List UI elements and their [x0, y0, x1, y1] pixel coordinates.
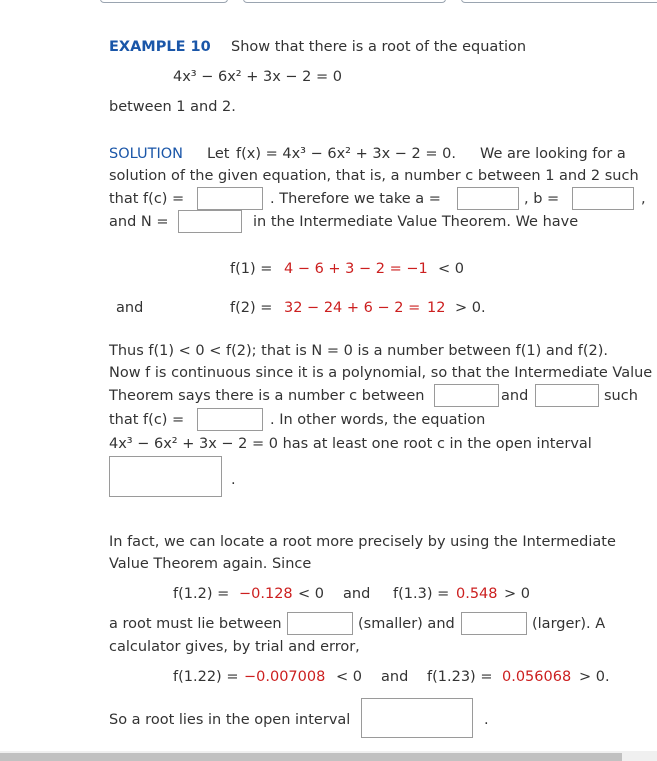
f12-rhs: < 0	[298, 586, 324, 602]
f12-value: −0.128	[239, 586, 293, 602]
b-label: , b =	[524, 191, 560, 207]
f122-rhs: < 0	[336, 669, 362, 685]
example-prompt: Show that there is a root of the equation	[231, 39, 527, 55]
f123-lhs: f(1.23) =	[427, 669, 493, 685]
solution-def: f(x) = 4x³ − 6x² + 3x − 2 = 0.	[236, 146, 456, 162]
smaller-label: (smaller) and	[358, 616, 455, 632]
f123-value: 0.056068	[502, 669, 572, 685]
f2-result: 12	[427, 300, 446, 316]
solution-let: Let	[207, 146, 230, 162]
N-input[interactable]	[178, 210, 242, 233]
fc2-input[interactable]	[197, 408, 263, 431]
and-label: and	[116, 300, 144, 316]
tab-2[interactable]	[243, 0, 446, 3]
precise-and2: and	[381, 669, 409, 685]
f13-rhs: > 0	[504, 586, 530, 602]
eq-root-line: 4x³ − 6x² + 3x − 2 = 0 has at least one root c in the open interval	[109, 436, 592, 452]
interval1-input[interactable]	[109, 456, 222, 497]
therefore-label: . Therefore we take a =	[270, 191, 441, 207]
solution-line2: solution of the given equation, that is, a number c between 1 and 2 such	[109, 168, 639, 184]
f12-lhs: f(1.2) =	[173, 586, 230, 602]
precise-and: and	[343, 586, 371, 602]
larger-label: (larger). A	[532, 616, 606, 632]
interval2-input[interactable]	[361, 698, 473, 738]
now-line: Now f is continuous since it is a polynomial, so that the Intermediate Value	[109, 365, 653, 381]
comma-mark: ,	[641, 191, 646, 207]
so-label: So a root lies in the open interval	[109, 712, 351, 728]
f2-value: 32 − 24 + 6 − 2 =	[284, 300, 421, 316]
root-between-label: a root must lie between	[109, 616, 282, 632]
that-fc-label: that f(c) =	[109, 191, 185, 207]
and-N-label: and N =	[109, 214, 169, 230]
in-ivt-label: in the Intermediate Value Theorem. We have	[253, 214, 579, 230]
larger-input[interactable]	[461, 612, 527, 635]
theorem-says-label: Theorem says there is a number c between	[109, 388, 425, 404]
example-between: between 1 and 2.	[109, 99, 236, 115]
b-input[interactable]	[572, 187, 634, 210]
top-tab-strip	[0, 0, 657, 4]
example-equation: 4x³ − 6x² + 3x − 2 = 0	[173, 69, 342, 85]
f13-value: 0.548	[456, 586, 498, 602]
interval1-period: .	[231, 472, 236, 488]
precise-intro1: In fact, we can locate a root more precisely by using the Intermediate	[109, 534, 616, 550]
precise-intro2: Value Theorem again. Since	[109, 556, 312, 572]
f122-lhs: f(1.22) =	[173, 669, 239, 685]
f13-lhs: f(1.3) =	[393, 586, 450, 602]
f1-rhs: < 0	[438, 261, 464, 277]
f1-value: 4 − 6 + 3 − 2 = −1	[284, 261, 428, 277]
smaller-input[interactable]	[287, 612, 353, 635]
thus-line: Thus f(1) < 0 < f(2); that is N = 0 is a number between f(1) and f(2).	[109, 343, 609, 359]
scrollbar-thumb[interactable]	[0, 753, 622, 761]
such-label: such	[604, 388, 638, 404]
other-words-label: . In other words, the equation	[270, 412, 486, 428]
that-fc2-label: that f(c) =	[109, 412, 185, 428]
f2-rhs: > 0.	[455, 300, 486, 316]
f122-value: −0.007008	[244, 669, 326, 685]
example-tag: EXAMPLE 10	[109, 39, 211, 55]
tab-3[interactable]	[461, 0, 657, 3]
tab-1[interactable]	[100, 0, 228, 3]
f2-lhs: f(2) =	[230, 300, 273, 316]
c-low-input[interactable]	[434, 384, 499, 407]
a-input[interactable]	[457, 187, 519, 210]
f123-rhs: > 0.	[579, 669, 610, 685]
and2-label: and	[501, 388, 529, 404]
interval2-period: .	[484, 712, 489, 728]
c-high-input[interactable]	[535, 384, 599, 407]
fc-input[interactable]	[197, 187, 263, 210]
calc-line: calculator gives, by trial and error,	[109, 639, 360, 655]
solution-tag: SOLUTION	[109, 146, 183, 162]
solution-line1-rest: We are looking for a	[480, 146, 626, 162]
f1-lhs: f(1) =	[230, 261, 273, 277]
